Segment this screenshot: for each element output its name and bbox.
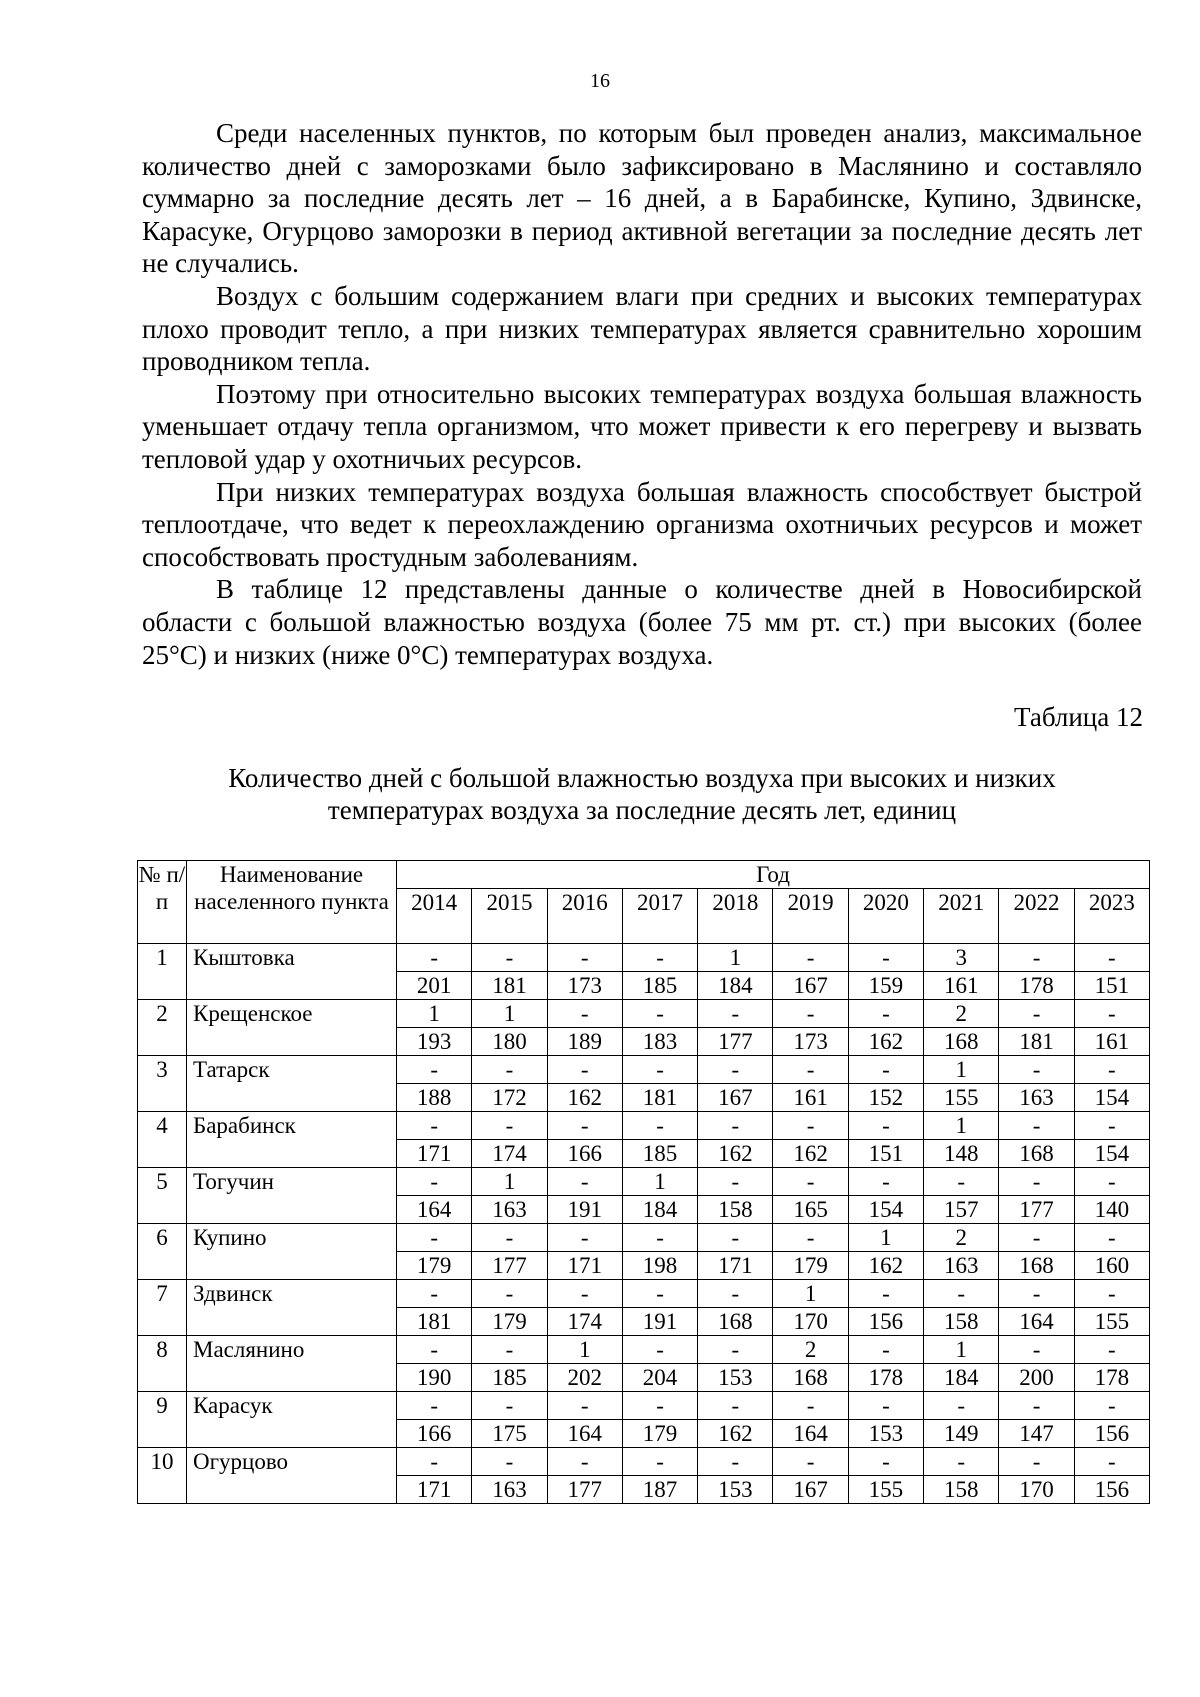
low-temp-cell: 170 (999, 1476, 1074, 1504)
low-temp-cell: 177 (547, 1476, 622, 1504)
high-temp-cell: - (622, 1112, 697, 1140)
settlement-name: Огурцово (187, 1448, 397, 1504)
low-temp-cell: 148 (924, 1140, 999, 1168)
low-temp-cell: 154 (1074, 1084, 1149, 1112)
high-temp-cell: - (397, 1280, 472, 1308)
table-row (138, 1000, 1150, 1028)
low-temp-cell: 156 (1074, 1420, 1149, 1448)
settlement-name: Купино (187, 1224, 397, 1280)
high-temp-cell: - (848, 1448, 923, 1476)
row-number: 5 (138, 1168, 187, 1224)
table-row (138, 1224, 1150, 1252)
header-year-group: Год (397, 861, 1150, 889)
high-temp-cell: - (622, 1392, 697, 1420)
high-temp-cell: - (1074, 1112, 1149, 1140)
low-temp-cell: 164 (773, 1420, 848, 1448)
paragraph: Поэтому при относительно высоких температурах воздуха большая влажность уменьшает отдачу тепла организмом, что может привести к его перегреву и вызвать тепловой удар у охотничьих ресурсов. (142, 378, 1142, 474)
low-temp-cell: 181 (472, 972, 547, 1000)
high-temp-cell: - (397, 1112, 472, 1140)
high-temp-cell: - (999, 1000, 1074, 1028)
high-temp-cell: - (1074, 1280, 1149, 1308)
high-temp-cell: - (999, 1224, 1074, 1252)
low-temp-cell: 200 (999, 1364, 1074, 1392)
low-temp-cell: 177 (999, 1196, 1074, 1224)
high-temp-cell: - (924, 1448, 999, 1476)
header-year: 2018 (698, 889, 773, 944)
high-temp-cell: - (773, 1056, 848, 1084)
low-temp-cell: 173 (773, 1028, 848, 1056)
high-temp-cell: - (397, 1168, 472, 1196)
table-row (138, 1392, 1150, 1420)
low-temp-cell: 177 (698, 1028, 773, 1056)
high-temp-cell: - (547, 1448, 622, 1476)
table-row (138, 1448, 1150, 1476)
low-temp-cell: 155 (848, 1476, 923, 1504)
low-temp-cell: 151 (848, 1140, 923, 1168)
high-temp-cell: - (1074, 1056, 1149, 1084)
high-temp-cell: - (1074, 1000, 1149, 1028)
high-temp-cell: - (622, 1448, 697, 1476)
high-temp-cell: - (547, 1000, 622, 1028)
row-number: 9 (138, 1392, 187, 1448)
low-temp-cell: 174 (472, 1140, 547, 1168)
low-temp-cell: 158 (698, 1196, 773, 1224)
low-temp-cell: 165 (773, 1196, 848, 1224)
high-temp-cell: - (622, 1056, 697, 1084)
high-temp-cell: - (397, 1056, 472, 1084)
high-temp-cell: - (848, 944, 923, 972)
high-temp-cell: - (622, 1000, 697, 1028)
high-temp-cell: - (999, 1056, 1074, 1084)
high-temp-cell: - (472, 1224, 547, 1252)
table-row (138, 1168, 1150, 1196)
low-temp-cell: 185 (472, 1364, 547, 1392)
high-temp-cell: 1 (924, 1056, 999, 1084)
low-temp-cell: 189 (547, 1028, 622, 1056)
high-temp-cell: 2 (924, 1224, 999, 1252)
high-temp-cell: - (999, 1112, 1074, 1140)
header-year: 2015 (472, 889, 547, 944)
high-temp-cell: - (848, 1392, 923, 1420)
low-temp-cell: 178 (848, 1364, 923, 1392)
low-temp-cell: 162 (773, 1140, 848, 1168)
table-body (138, 944, 1150, 1504)
high-temp-cell: 1 (773, 1280, 848, 1308)
high-temp-cell: - (472, 1280, 547, 1308)
low-temp-cell: 179 (622, 1420, 697, 1448)
high-temp-cell: 1 (924, 1112, 999, 1140)
table-row (138, 1336, 1150, 1364)
low-temp-cell: 168 (773, 1364, 848, 1392)
paragraph: Воздух с большим содержанием влаги при средних и высоких температурах плохо проводит тепло, а при низких температурах является сравнительно хорошим проводником тепла. (142, 280, 1142, 377)
low-temp-cell: 174 (547, 1308, 622, 1336)
low-temp-cell: 171 (547, 1252, 622, 1280)
settlement-name: Татарск (187, 1056, 397, 1112)
low-temp-cell: 175 (472, 1420, 547, 1448)
high-temp-cell: - (848, 1336, 923, 1364)
paragraph: Среди населенных пунктов, по которым был проведен анализ, максимальное количество дней с заморозками было зафиксировано в Маслянино и составляло суммарно за последние десять лет – 16 дней, а в Барабинске, Купино, Здвинске, Карасуке, Огурцово заморозки в период активной вегетации за последние десять лет не случались. (142, 118, 1142, 279)
high-temp-cell: - (848, 1112, 923, 1140)
high-temp-cell: - (397, 1392, 472, 1420)
low-temp-cell: 172 (472, 1084, 547, 1112)
low-temp-cell: 155 (924, 1084, 999, 1112)
settlement-name: Крещенское (187, 1000, 397, 1056)
high-temp-cell: - (999, 944, 1074, 972)
low-temp-cell: 162 (698, 1420, 773, 1448)
high-temp-cell: - (773, 1112, 848, 1140)
low-temp-cell: 185 (622, 972, 697, 1000)
low-temp-cell: 163 (924, 1252, 999, 1280)
row-number: 2 (138, 1000, 187, 1056)
high-temp-cell: - (773, 1168, 848, 1196)
low-temp-cell: 161 (1074, 1028, 1149, 1056)
table-label: Таблица 12 (1014, 702, 1143, 732)
high-temp-cell: 3 (924, 944, 999, 972)
high-temp-cell: - (397, 1336, 472, 1364)
high-temp-cell: 1 (924, 1336, 999, 1364)
low-temp-cell: 171 (698, 1252, 773, 1280)
high-temp-cell: - (1074, 1392, 1149, 1420)
low-temp-cell: 181 (622, 1084, 697, 1112)
settlement-name: Тогучин (187, 1168, 397, 1224)
high-temp-cell: - (622, 1336, 697, 1364)
low-temp-cell: 204 (622, 1364, 697, 1392)
low-temp-cell: 179 (472, 1308, 547, 1336)
low-temp-cell: 154 (848, 1196, 923, 1224)
low-temp-cell: 153 (698, 1364, 773, 1392)
table-row (138, 1056, 1150, 1084)
table-title (142, 762, 1142, 826)
high-temp-cell: - (472, 944, 547, 972)
high-temp-cell: - (547, 1056, 622, 1084)
low-temp-cell: 181 (999, 1028, 1074, 1056)
high-temp-cell: - (547, 1280, 622, 1308)
low-temp-cell: 179 (397, 1252, 472, 1280)
header-num: № п/п (138, 861, 187, 944)
high-temp-cell: - (924, 1168, 999, 1196)
high-temp-cell: - (472, 1448, 547, 1476)
high-temp-cell: - (698, 1000, 773, 1028)
low-temp-cell: 153 (848, 1420, 923, 1448)
row-number: 6 (138, 1224, 187, 1280)
high-temp-cell: - (698, 1280, 773, 1308)
low-temp-cell: 152 (848, 1084, 923, 1112)
low-temp-cell: 173 (547, 972, 622, 1000)
low-temp-cell: 161 (924, 972, 999, 1000)
low-temp-cell: 181 (397, 1308, 472, 1336)
high-temp-cell: - (698, 1112, 773, 1140)
header-year: 2021 (924, 889, 999, 944)
high-temp-cell: - (547, 1168, 622, 1196)
table-header-row (138, 861, 1150, 889)
low-temp-cell: 180 (472, 1028, 547, 1056)
low-temp-cell: 161 (773, 1084, 848, 1112)
low-temp-cell: 193 (397, 1028, 472, 1056)
page-number: 16 (590, 70, 610, 92)
low-temp-cell: 166 (547, 1140, 622, 1168)
low-temp-cell: 168 (999, 1140, 1074, 1168)
low-temp-cell: 155 (1074, 1308, 1149, 1336)
low-temp-cell: 170 (773, 1308, 848, 1336)
table-title-line: температурах воздуха за последние десять лет, единиц (327, 795, 957, 825)
low-temp-cell: 168 (999, 1252, 1074, 1280)
header-year: 2020 (848, 889, 923, 944)
high-temp-cell: 1 (472, 1168, 547, 1196)
low-temp-cell: 184 (924, 1364, 999, 1392)
table-title-line: Количество дней с большой влажностью воздуха при высоких и низких (228, 763, 1056, 793)
low-temp-cell: 171 (397, 1140, 472, 1168)
high-temp-cell: - (924, 1280, 999, 1308)
low-temp-cell: 179 (773, 1252, 848, 1280)
row-number: 7 (138, 1280, 187, 1336)
low-temp-cell: 185 (622, 1140, 697, 1168)
high-temp-cell: 1 (472, 1000, 547, 1028)
low-temp-cell: 164 (999, 1308, 1074, 1336)
high-temp-cell: - (999, 1280, 1074, 1308)
low-temp-cell: 171 (397, 1476, 472, 1504)
high-temp-cell: - (848, 1000, 923, 1028)
paragraph: В таблице 12 представлены данные о количестве дней в Новосибирской области с большой влажностью воздуха (более 75 мм рт. ст.) при высоких (более 25°С) и низких (ниже 0°С) температурах воздуха. (142, 574, 1142, 670)
low-temp-cell: 156 (848, 1308, 923, 1336)
low-temp-cell: 163 (472, 1476, 547, 1504)
high-temp-cell: - (924, 1392, 999, 1420)
high-temp-cell: 1 (698, 944, 773, 972)
settlement-name: Барабинск (187, 1112, 397, 1168)
row-number: 8 (138, 1336, 187, 1392)
high-temp-cell: - (999, 1168, 1074, 1196)
high-temp-cell: - (397, 1224, 472, 1252)
high-temp-cell: - (547, 1392, 622, 1420)
low-temp-cell: 188 (397, 1084, 472, 1112)
low-temp-cell: 178 (999, 972, 1074, 1000)
high-temp-cell: - (698, 1448, 773, 1476)
high-temp-cell: - (1074, 1448, 1149, 1476)
settlement-name: Маслянино (187, 1336, 397, 1392)
high-temp-cell: - (848, 1280, 923, 1308)
header-year: 2019 (773, 889, 848, 944)
body-text (142, 117, 1142, 671)
high-temp-cell: - (622, 1280, 697, 1308)
settlement-name: Здвинск (187, 1280, 397, 1336)
low-temp-cell: 178 (1074, 1364, 1149, 1392)
low-temp-cell: 198 (622, 1252, 697, 1280)
high-temp-cell: - (773, 1392, 848, 1420)
low-temp-cell: 184 (622, 1196, 697, 1224)
low-temp-cell: 187 (622, 1476, 697, 1504)
header-name: Наименование населенного пункта (187, 861, 397, 944)
high-temp-cell: - (1074, 944, 1149, 972)
high-temp-cell: - (1074, 1336, 1149, 1364)
low-temp-cell: 162 (698, 1140, 773, 1168)
high-temp-cell: - (547, 1224, 622, 1252)
row-number: 3 (138, 1056, 187, 1112)
low-temp-cell: 153 (698, 1476, 773, 1504)
low-temp-cell: 163 (999, 1084, 1074, 1112)
high-temp-cell: 1 (397, 1000, 472, 1028)
low-temp-cell: 168 (924, 1028, 999, 1056)
low-temp-cell: 191 (622, 1308, 697, 1336)
low-temp-cell: 157 (924, 1196, 999, 1224)
high-temp-cell: 1 (622, 1168, 697, 1196)
low-temp-cell: 191 (547, 1196, 622, 1224)
low-temp-cell: 202 (547, 1364, 622, 1392)
low-temp-cell: 167 (773, 972, 848, 1000)
high-temp-cell: - (698, 1392, 773, 1420)
header-year: 2022 (999, 889, 1074, 944)
low-temp-cell: 162 (547, 1084, 622, 1112)
table-row (138, 1280, 1150, 1308)
low-temp-cell: 159 (848, 972, 923, 1000)
high-temp-cell: 1 (848, 1224, 923, 1252)
high-temp-cell: - (472, 1112, 547, 1140)
low-temp-cell: 156 (1074, 1476, 1149, 1504)
high-temp-cell: - (773, 1448, 848, 1476)
high-temp-cell: - (1074, 1168, 1149, 1196)
header-year: 2023 (1074, 889, 1149, 944)
low-temp-cell: 168 (698, 1308, 773, 1336)
high-temp-cell: - (622, 944, 697, 972)
high-temp-cell: - (999, 1448, 1074, 1476)
high-temp-cell: - (622, 1224, 697, 1252)
low-temp-cell: 163 (472, 1196, 547, 1224)
humidity-table (137, 860, 1150, 1504)
low-temp-cell: 164 (547, 1420, 622, 1448)
high-temp-cell: - (698, 1168, 773, 1196)
high-temp-cell: - (547, 944, 622, 972)
high-temp-cell: - (999, 1336, 1074, 1364)
high-temp-cell: 2 (924, 1000, 999, 1028)
high-temp-cell: - (397, 1448, 472, 1476)
header-year: 2017 (622, 889, 697, 944)
high-temp-cell: - (472, 1056, 547, 1084)
high-temp-cell: - (698, 1056, 773, 1084)
high-temp-cell: - (472, 1392, 547, 1420)
low-temp-cell: 177 (472, 1252, 547, 1280)
high-temp-cell: - (773, 1000, 848, 1028)
low-temp-cell: 162 (848, 1028, 923, 1056)
settlement-name: Карасук (187, 1392, 397, 1448)
row-number: 4 (138, 1112, 187, 1168)
low-temp-cell: 158 (924, 1476, 999, 1504)
settlement-name: Кыштовка (187, 944, 397, 1000)
high-temp-cell: - (547, 1112, 622, 1140)
low-temp-cell: 183 (622, 1028, 697, 1056)
low-temp-cell: 167 (773, 1476, 848, 1504)
high-temp-cell: - (698, 1224, 773, 1252)
low-temp-cell: 201 (397, 972, 472, 1000)
header-year: 2014 (397, 889, 472, 944)
row-number: 10 (138, 1448, 187, 1504)
low-temp-cell: 154 (1074, 1140, 1149, 1168)
low-temp-cell: 149 (924, 1420, 999, 1448)
high-temp-cell: 2 (773, 1336, 848, 1364)
low-temp-cell: 190 (397, 1364, 472, 1392)
low-temp-cell: 140 (1074, 1196, 1149, 1224)
high-temp-cell: - (698, 1336, 773, 1364)
header-year: 2016 (547, 889, 622, 944)
low-temp-cell: 164 (397, 1196, 472, 1224)
paragraph: При низких температурах воздуха большая влажность способствует быстрой теплоотдаче, что ведет к переохлаждению организма охотничьих ресурсов и может способствовать простудным заболеваниям. (142, 476, 1142, 572)
high-temp-cell: - (472, 1336, 547, 1364)
table-row (138, 944, 1150, 972)
low-temp-cell: 166 (397, 1420, 472, 1448)
table-row (138, 1112, 1150, 1140)
low-temp-cell: 184 (698, 972, 773, 1000)
high-temp-cell: - (773, 1224, 848, 1252)
low-temp-cell: 167 (698, 1084, 773, 1112)
low-temp-cell: 147 (999, 1420, 1074, 1448)
low-temp-cell: 160 (1074, 1252, 1149, 1280)
high-temp-cell: - (848, 1168, 923, 1196)
low-temp-cell: 162 (848, 1252, 923, 1280)
high-temp-cell: - (397, 944, 472, 972)
low-temp-cell: 158 (924, 1308, 999, 1336)
row-number: 1 (138, 944, 187, 1000)
high-temp-cell: - (773, 944, 848, 972)
low-temp-cell: 151 (1074, 972, 1149, 1000)
high-temp-cell: - (1074, 1224, 1149, 1252)
high-temp-cell: - (999, 1392, 1074, 1420)
high-temp-cell: 1 (547, 1336, 622, 1364)
high-temp-cell: - (848, 1056, 923, 1084)
